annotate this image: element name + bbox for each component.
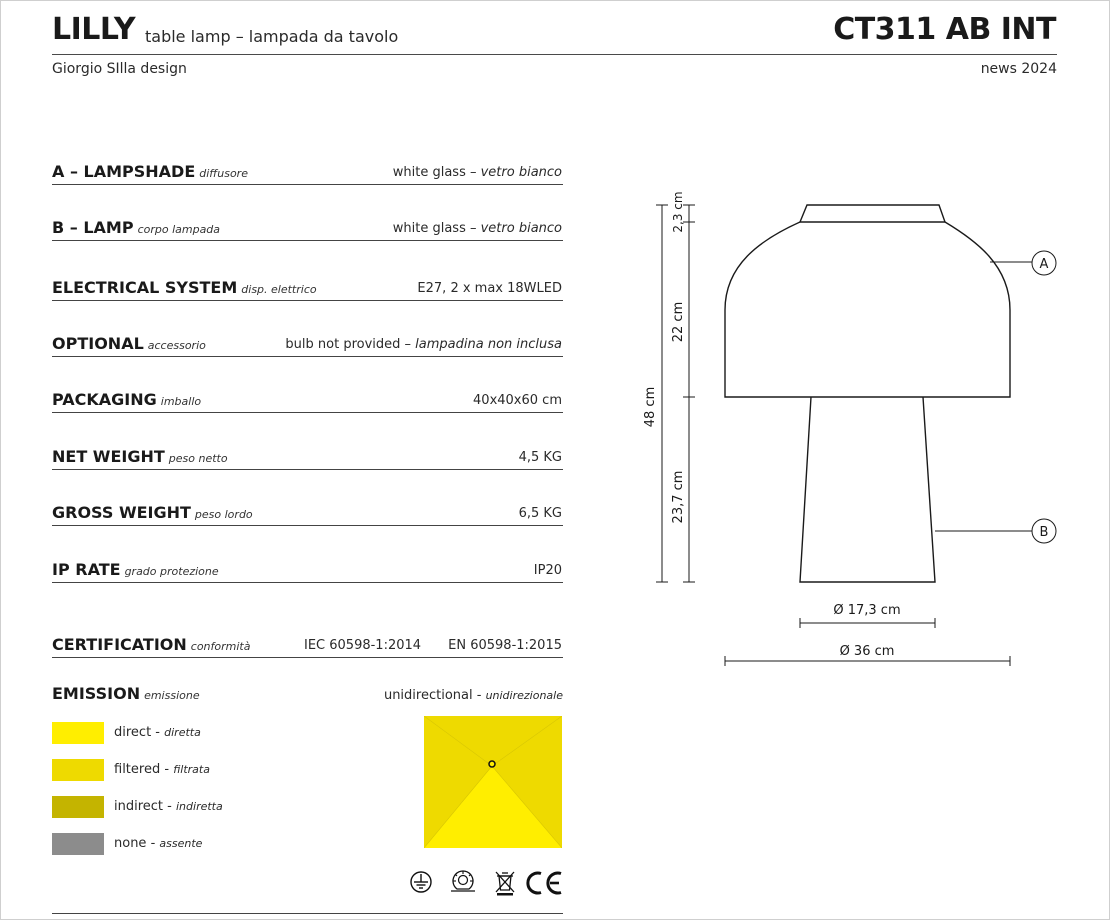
weee-bin-icon bbox=[493, 870, 517, 896]
release-year: news 2024 bbox=[980, 61, 1057, 77]
lamp-bulb-icon bbox=[447, 869, 479, 895]
bottom-divider bbox=[52, 913, 563, 914]
emission-label: EMISSION bbox=[52, 684, 141, 703]
spec-row-gross-weight bbox=[52, 499, 563, 526]
spec-value: E27, 2 x max 18WLED bbox=[417, 281, 562, 296]
certification-iec: IEC 60598-1:2014 bbox=[304, 638, 422, 653]
spec-label: GROSS WEIGHT bbox=[52, 503, 191, 522]
dimension-lines bbox=[656, 205, 1010, 666]
emission-value-it: unidirezionale bbox=[485, 689, 563, 702]
legend-item-indirect bbox=[52, 796, 352, 818]
legend-swatch bbox=[52, 759, 104, 781]
dim-overall-diameter: Ø 36 cm bbox=[839, 644, 895, 659]
spec-label: NET WEIGHT bbox=[52, 447, 165, 466]
spec-label: OPTIONAL bbox=[52, 334, 144, 353]
ce-mark-icon bbox=[524, 870, 564, 896]
spec-value-separator: – bbox=[400, 337, 416, 352]
spec-label-it: imballo bbox=[160, 395, 202, 408]
spec-label: CERTIFICATION bbox=[52, 635, 187, 654]
emission-label-it: emissione bbox=[144, 689, 200, 702]
spec-label: ELECTRICAL SYSTEM bbox=[52, 278, 238, 297]
dim-base-height: 23,7 cm bbox=[671, 470, 686, 524]
spec-value: bulb not provided bbox=[285, 337, 401, 352]
legend-label: direct bbox=[114, 725, 152, 740]
emission-title bbox=[52, 684, 200, 703]
legend-label: filtered bbox=[114, 762, 161, 777]
dim-total-height: 48 cm bbox=[643, 386, 658, 428]
legend-swatch bbox=[52, 722, 104, 744]
legend-label: none bbox=[114, 836, 147, 851]
spec-label: B – LAMP bbox=[52, 218, 134, 237]
dim-base-diameter: Ø 17,3 cm bbox=[833, 603, 901, 618]
product-name: LILLY bbox=[52, 12, 136, 47]
legend-swatch bbox=[52, 833, 104, 855]
spec-row-lamp bbox=[52, 214, 563, 241]
spec-row-net-weight bbox=[52, 443, 563, 470]
spec-label-it: peso lordo bbox=[194, 508, 253, 521]
spec-value-separator: – bbox=[465, 165, 481, 180]
spec-row-packaging bbox=[52, 386, 563, 413]
spec-label-it: grado protezione bbox=[124, 565, 219, 578]
earth-ground-icon bbox=[409, 870, 433, 894]
emission-diagram bbox=[424, 716, 562, 848]
dim-shade-height: 22 cm bbox=[671, 301, 686, 343]
spec-row-electrical-system bbox=[52, 274, 563, 301]
spec-value: 6,5 KG bbox=[518, 506, 562, 521]
spec-label-it: corpo lampada bbox=[137, 223, 221, 236]
spec-value-separator: – bbox=[465, 221, 481, 236]
legend-label-it: diretta bbox=[164, 726, 201, 739]
legend-separator: - bbox=[146, 836, 160, 851]
callout-b: B bbox=[1039, 525, 1049, 540]
spec-label: A – LAMPSHADE bbox=[52, 162, 196, 181]
legend-separator: - bbox=[163, 799, 176, 814]
spec-value: 40x40x60 cm bbox=[473, 393, 562, 408]
spec-row-certification bbox=[52, 631, 563, 658]
emission-value-separator: - bbox=[472, 688, 486, 703]
spec-label-it: peso netto bbox=[168, 452, 228, 465]
product-subtitle: table lamp – lampada da tavolo bbox=[145, 27, 399, 46]
spec-row-ip-rate bbox=[52, 556, 563, 583]
spec-label-it: accessorio bbox=[147, 339, 206, 352]
technical-drawing bbox=[620, 170, 1080, 690]
spec-value: white glass bbox=[392, 221, 466, 236]
legend-separator: - bbox=[160, 762, 174, 777]
designer-credit: Giorgio SIlla design bbox=[52, 61, 187, 77]
legend-label-it: indiretta bbox=[176, 800, 223, 813]
callout-a: A bbox=[1039, 257, 1049, 272]
spec-label-it: conformità bbox=[190, 640, 251, 653]
spec-label-it: diffusore bbox=[199, 167, 248, 180]
spec-value-it: vetro bianco bbox=[480, 221, 562, 236]
spec-label: PACKAGING bbox=[52, 390, 157, 409]
product-code: CT311 AB INT bbox=[833, 12, 1056, 47]
legend-label: indirect bbox=[114, 799, 164, 814]
spec-row-lampshade bbox=[52, 158, 563, 185]
lamp-outline bbox=[725, 205, 1010, 582]
legend-item-filtered bbox=[52, 759, 352, 781]
spec-value: 4,5 KG bbox=[518, 450, 562, 465]
spec-value: white glass bbox=[392, 165, 466, 180]
certification-en: EN 60598-1:2015 bbox=[448, 638, 562, 653]
spec-value: IP20 bbox=[533, 563, 562, 578]
legend-label-it: assente bbox=[159, 837, 203, 850]
spec-row-optional bbox=[52, 330, 563, 357]
legend-item-direct bbox=[52, 722, 352, 744]
legend-item-none bbox=[52, 833, 352, 855]
legend-label-it: filtrata bbox=[173, 763, 210, 776]
legend-swatch bbox=[52, 796, 104, 818]
emission-value-en: unidirectional bbox=[383, 688, 473, 703]
legend-separator: - bbox=[151, 725, 165, 740]
emission-value bbox=[384, 688, 563, 703]
dim-top-height: 2,3 cm bbox=[671, 191, 685, 233]
light-source-point bbox=[489, 761, 495, 767]
spec-label: IP RATE bbox=[52, 560, 121, 579]
spec-label-it: disp. elettrico bbox=[241, 283, 317, 296]
spec-value-it: lampadina non inclusa bbox=[415, 337, 562, 352]
header-divider bbox=[52, 54, 1057, 55]
spec-value-it: vetro bianco bbox=[480, 165, 562, 180]
